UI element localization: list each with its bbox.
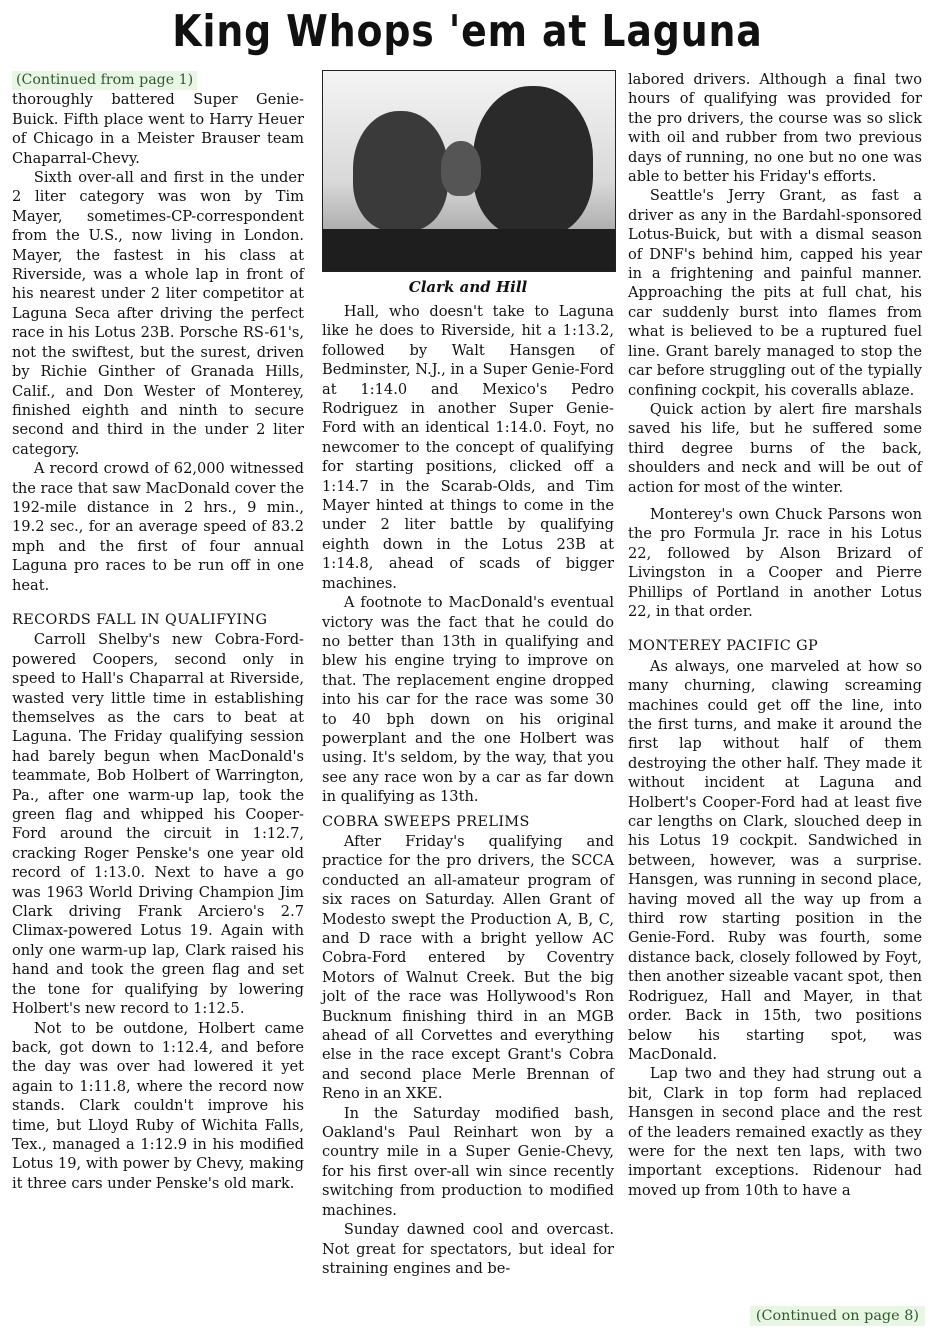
photo-clark-and-hill [322,70,616,272]
photo-ground [323,229,615,271]
col1-paragraph-3: A record crowd of 62,000 witnessed the race that saw MacDonald cover the 192-mile distance in 2 hrs., 9 min., 19.2 sec., for an average speed of 83.2 mph and the first of four annual Laguna pro races to be run off in one heat. [12,460,304,594]
col1-paragraph-5: Not to be outdone, Holbert came back, got down to 1:12.4, and before the day was over had lowered it yet again to 1:11.8, where the record now stands. Clark couldn't improve his time, but Lloyd Ruby of Wichita Falls, Tex., managed a 1:12.9 in his modified Lotus 19, with power by Chevy, making it three cars under Penske's old mark. [12,1019,304,1192]
col3-paragraph-1: labored drivers. Although a final two hours of qualifying was provided for the pro drivers, the course was so slick with oil and rubber from two previous days of running, no one but no one was able to better his Friday's efforts. [628,71,922,186]
col2-paragraph-2: A footnote to MacDonald's eventual victory was the fact that he could do no better than 13th in qualifying and blew his engine trying to improve on that. The replacement engine dropped into his car for the race was some 30 to 40 bph down on his original powerplant and the one Holbert was using. It's seldom, by the way, that you see any race won by a car as far down in qualifying as 13th. [322,594,614,806]
col1-paragraph-1: thoroughly battered Super Genie-Buick. Fifth place went to Harry Heuer of Chicago in a Meister Brauser team Chaparral-Chevy. [12,91,304,167]
continued-on-note: (Continued on page 8) [750,1306,925,1326]
photo-figure-right [473,86,593,236]
photo-figure-background [441,141,481,196]
col2-paragraph-3: After Friday's qualifying and practice for the pro drivers, the SCCA conducted an all-amateur program of six races on Saturday. Allen Grant of Modesto swept the Production A, B, C, and D race with a bright yellow AC Cobra-Ford entered by Coventry Motors of Walnut Creek. But the big jolt of the race was Hollywood's Ron Bucknum finishing third in an MGB ahead of all Corvettes and everything else in the race except Grant's Cobra and second place Merle Brennan of Reno in an XKE. [322,832,614,1103]
col3-paragraph-3: Quick action by alert fire marshals saved his life, but he suffered some third degree burns of the back, shoulders and neck and will be out of action for most of the winter. [628,400,922,496]
photo-caption: Clark and Hill [408,278,528,296]
subhead-monterey-pacific-gp: MONTEREY PACIFIC GP [628,638,819,655]
column-2 [322,70,614,1278]
headline: King Whops 'em at Laguna [172,6,763,57]
col2-paragraph-4: In the Saturday modified bash, Oakland's Paul Reinhart won by a country mile in a Super Genie-Chevy, for his first over-all win since recently switching from production to modified machines. [322,1104,614,1219]
col2-paragraph-1: Hall, who doesn't take to Laguna like he does to Riverside, hit a 1:13.2, followed by Walt Hansgen of Bedminster, N.J., in a Super Genie-Ford at 1:14.0 and Mexico's Pedro Rodriguez in another Super Genie-Ford with an identical 1:14.0. Foyt, no newcomer to the concept of qualifying for starting positions, clicked off a 1:14.7 in the Scarab-Olds, and Tim Mayer hinted at things to come in the under 2 liter battle by qualifying eighth down in the Lotus 23B at 1:14.8, ahead of scads of bigger machines. [322,303,614,592]
subhead-records-fall: RECORDS FALL IN QUALIFYING [12,611,268,628]
col3-paragraph-5: As always, one marveled at how so many churning, clawing screaming machines could get off the line, into the first turns, and make it around the first lap without half of them destroying the other half. They made it without incident at Laguna and Holbert's Cooper-Ford had at least five car lengths on Clark, slouched deep in his Lotus 19 cockpit. Sandwiched in between, however, was a surprise. Hansgen, was running in second place, having moved all the way up from a third row starting position in the Genie-Ford. Ruby was fourth, some distance back, closely followed by Foyt, then another sizeable vacant spot, then Rodriguez, Hall and Mayer, in that order. Back in 15th, two positions below his starting spot, was MacDonald. [628,657,922,1063]
col1-paragraph-2: Sixth over-all and first in the under 2 liter category was won by Tim Mayer, sometimes-CP-correspondent from the U.S., now living in London. Mayer, the fastest in his class at Riverside, was a whole lap in front of his nearest under 2 liter competitor at Laguna Seca after driving the perfect race in his Lotus 23B. Porsche RS-61's, not the swiftest, but the surest, driven by Richie Ginther of Granada Hills, Calif., and Don Wester of Monterey, finished eighth and ninth to secure second and third in the under 2 liter category. [12,169,304,458]
col3-paragraph-2: Seattle's Jerry Grant, as fast a driver as any in the Bardahl-sponsored Lotus-Buick, but with a dismal season of DNF's behind him, capped his year in a frightening and painful manner. Approaching the pits at full chat, his car suddenly burst into flames from what is believed to be a ruptured fuel line. Grant barely managed to stop the car before struggling out of the typially confining cockpit, his coveralls ablaze. [628,187,922,399]
subhead-cobra-sweeps: COBRA SWEEPS PRELIMS [322,813,530,830]
column-1 [12,70,304,1193]
col1-paragraph-4: Carroll Shelby's new Cobra-Ford-powered Coopers, second only in speed to Hall's Chaparral at Riverside, wasted very little time in establishing themselves as the cars to beat at Laguna. The Friday qualifying session had barely begun when MacDonald's teammate, Bob Holbert of Warrington, Pa., after one warm-up lap, took the green flag and whipped his Cooper-Ford around the circuit in 1:12.7, cracking Roger Penske's one year old record of 1:13.0. Next to have a go was 1963 World Driving Champion Jim Clark driving Frank Arciero's 2.7 Climax-powered Lotus 19. Again with only one warm-up lap, Clark raised his hand and took the green flag and set the tone for qualifying by lowering Holbert's new record to 1:12.5. [12,631,304,1018]
photo-figure-left [353,111,448,231]
column-3 [628,70,922,1200]
col3-paragraph-6: Lap two and they had strung out a bit, Clark in top form had replaced Hansgen in second place and the rest of the leaders remained exactly as they were for the next ten laps, with two important exceptions. Ridenour had moved up from 10th to have a [628,1065,922,1199]
col2-paragraph-5: Sunday dawned cool and overcast. Not great for spectators, but ideal for straining engines and be- [322,1221,614,1277]
continued-from-note: (Continued from page 1) [12,71,197,90]
col3-paragraph-4: Monterey's own Chuck Parsons won the pro Formula Jr. race in his Lotus 22, followed by Alson Brizard of Livingston in a Cooper and Pierre Phillips of Portland in another Lotus 22, in that order. [628,505,922,620]
